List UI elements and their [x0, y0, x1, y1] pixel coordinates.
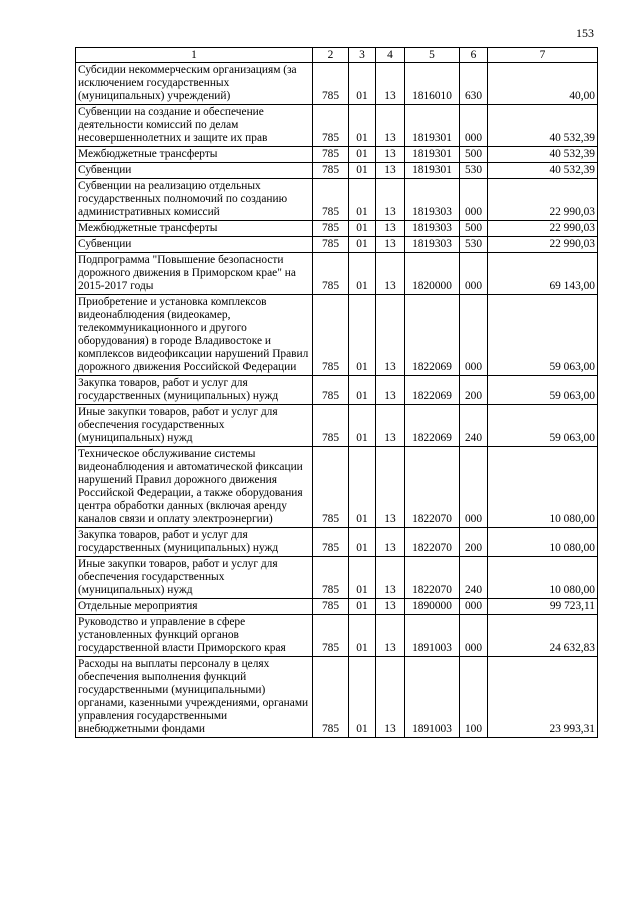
- row-amount-cell: 10 080,00: [488, 528, 598, 557]
- row-ministry-cell: 785: [313, 447, 349, 528]
- row-section-cell: 01: [349, 147, 376, 163]
- row-target-cell: 1822070: [405, 528, 460, 557]
- table-row: [76, 63, 598, 105]
- row-name-cell: Расходы на выплаты персоналу в целях обеспечения выполнения функций государственными (муниципальными) органами, казенными учреждениями, органами управления государственными внебюджетными фондами: [76, 657, 313, 738]
- header-cell: 2: [313, 48, 349, 63]
- row-amount-cell: 24 632,83: [488, 615, 598, 657]
- table-row: [76, 253, 598, 295]
- table-row: [76, 528, 598, 557]
- row-type-cell: 200: [460, 528, 488, 557]
- row-type-cell: 240: [460, 405, 488, 447]
- row-ministry-cell: 785: [313, 599, 349, 615]
- row-type-cell: 530: [460, 237, 488, 253]
- row-name-cell: Приобретение и установка комплексов видеонаблюдения (видеокамер, телекоммуникационного и другого оборудования) в городе Владивостоке и комплексов видеофиксации нарушений Правил дорожного движения Российской Федерации: [76, 295, 313, 376]
- row-amount-cell: 59 063,00: [488, 376, 598, 405]
- header-cell: 4: [376, 48, 405, 63]
- row-subsection-cell: 13: [376, 615, 405, 657]
- table-row: [76, 163, 598, 179]
- row-target-cell: 1822070: [405, 557, 460, 599]
- row-type-cell: 530: [460, 163, 488, 179]
- row-subsection-cell: 13: [376, 105, 405, 147]
- row-subsection-cell: 13: [376, 179, 405, 221]
- row-amount-cell: 40,00: [488, 63, 598, 105]
- table-row: [76, 657, 598, 738]
- row-type-cell: 000: [460, 253, 488, 295]
- row-subsection-cell: 13: [376, 253, 405, 295]
- row-name-cell: Субвенции на реализацию отдельных государственных полномочий по созданию административных комиссий: [76, 179, 313, 221]
- row-name-cell: Межбюджетные трансферты: [76, 221, 313, 237]
- row-subsection-cell: 13: [376, 447, 405, 528]
- row-ministry-cell: 785: [313, 253, 349, 295]
- row-amount-cell: 10 080,00: [488, 557, 598, 599]
- row-target-cell: 1822069: [405, 405, 460, 447]
- row-target-cell: 1890000: [405, 599, 460, 615]
- row-ministry-cell: 785: [313, 405, 349, 447]
- row-subsection-cell: 13: [376, 599, 405, 615]
- table-row: [76, 405, 598, 447]
- row-amount-cell: 59 063,00: [488, 405, 598, 447]
- row-amount-cell: 40 532,39: [488, 147, 598, 163]
- row-ministry-cell: 785: [313, 105, 349, 147]
- row-name-cell: Иные закупки товаров, работ и услуг для обеспечения государственных (муниципальных) нужд: [76, 557, 313, 599]
- row-ministry-cell: 785: [313, 557, 349, 599]
- row-name-cell: Субвенции: [76, 163, 313, 179]
- row-name-cell: Руководство и управление в сфере установленных функций органов государственной власти Приморского края: [76, 615, 313, 657]
- row-ministry-cell: 785: [313, 376, 349, 405]
- row-type-cell: 100: [460, 657, 488, 738]
- row-target-cell: 1822070: [405, 447, 460, 528]
- row-subsection-cell: 13: [376, 221, 405, 237]
- row-type-cell: 000: [460, 599, 488, 615]
- table-row: [76, 599, 598, 615]
- header-cell: 3: [349, 48, 376, 63]
- row-name-cell: Закупка товаров, работ и услуг для государственных (муниципальных) нужд: [76, 376, 313, 405]
- header-cell: 1: [76, 48, 313, 63]
- row-name-cell: Подпрограмма "Повышение безопасности дорожного движения в Приморском крае" на 2015-2017 годы: [76, 253, 313, 295]
- row-section-cell: 01: [349, 179, 376, 221]
- row-section-cell: 01: [349, 615, 376, 657]
- row-ministry-cell: 785: [313, 237, 349, 253]
- table-row: [76, 105, 598, 147]
- row-subsection-cell: 13: [376, 376, 405, 405]
- row-type-cell: 000: [460, 179, 488, 221]
- row-section-cell: 01: [349, 221, 376, 237]
- row-subsection-cell: 13: [376, 528, 405, 557]
- row-type-cell: 240: [460, 557, 488, 599]
- row-section-cell: 01: [349, 237, 376, 253]
- table-row: [76, 557, 598, 599]
- row-section-cell: 01: [349, 447, 376, 528]
- row-type-cell: 000: [460, 615, 488, 657]
- row-ministry-cell: 785: [313, 179, 349, 221]
- row-amount-cell: 69 143,00: [488, 253, 598, 295]
- row-target-cell: 1819303: [405, 179, 460, 221]
- row-section-cell: 01: [349, 105, 376, 147]
- row-section-cell: 01: [349, 405, 376, 447]
- row-target-cell: 1822069: [405, 376, 460, 405]
- row-section-cell: 01: [349, 63, 376, 105]
- row-name-cell: Межбюджетные трансферты: [76, 147, 313, 163]
- row-target-cell: 1819301: [405, 105, 460, 147]
- row-target-cell: 1819303: [405, 237, 460, 253]
- row-subsection-cell: 13: [376, 163, 405, 179]
- row-target-cell: 1819301: [405, 163, 460, 179]
- row-subsection-cell: 13: [376, 557, 405, 599]
- row-section-cell: 01: [349, 557, 376, 599]
- row-ministry-cell: 785: [313, 147, 349, 163]
- row-name-cell: Иные закупки товаров, работ и услуг для обеспечения государственных (муниципальных) нужд: [76, 405, 313, 447]
- table-body: [76, 63, 598, 738]
- table-row: [76, 147, 598, 163]
- table-row: [76, 376, 598, 405]
- row-name-cell: Субсидии некоммерческим организациям (за исключением государственных (муниципальных) учреждений): [76, 63, 313, 105]
- budget-table: [75, 47, 598, 738]
- row-amount-cell: 22 990,03: [488, 179, 598, 221]
- row-ministry-cell: 785: [313, 221, 349, 237]
- table-row: [76, 615, 598, 657]
- row-subsection-cell: 13: [376, 657, 405, 738]
- row-amount-cell: 59 063,00: [488, 295, 598, 376]
- table-row: [76, 221, 598, 237]
- row-name-cell: Субвенции на создание и обеспечение деятельности комиссий по делам несовершеннолетних и защите их прав: [76, 105, 313, 147]
- row-ministry-cell: 785: [313, 163, 349, 179]
- row-name-cell: Закупка товаров, работ и услуг для государственных (муниципальных) нужд: [76, 528, 313, 557]
- table-row: [76, 295, 598, 376]
- page-number: 153: [576, 26, 594, 40]
- row-subsection-cell: 13: [376, 295, 405, 376]
- row-subsection-cell: 13: [376, 63, 405, 105]
- row-type-cell: 000: [460, 105, 488, 147]
- row-name-cell: Техническое обслуживание системы видеонаблюдения и автоматической фиксации нарушений Правил дорожного движения Российской Федерации, а также оборудования центра обработки данных (включая аренду каналов связи и оплату электроэнергии): [76, 447, 313, 528]
- row-section-cell: 01: [349, 163, 376, 179]
- row-target-cell: 1820000: [405, 253, 460, 295]
- row-name-cell: Субвенции: [76, 237, 313, 253]
- row-amount-cell: 40 532,39: [488, 105, 598, 147]
- row-subsection-cell: 13: [376, 237, 405, 253]
- header-cell: 6: [460, 48, 488, 63]
- row-ministry-cell: 785: [313, 528, 349, 557]
- row-type-cell: 000: [460, 447, 488, 528]
- row-section-cell: 01: [349, 528, 376, 557]
- row-target-cell: 1819301: [405, 147, 460, 163]
- row-amount-cell: 10 080,00: [488, 447, 598, 528]
- row-name-cell: Отдельные мероприятия: [76, 599, 313, 615]
- table-row: [76, 237, 598, 253]
- row-type-cell: 630: [460, 63, 488, 105]
- header-cell: 7: [488, 48, 598, 63]
- row-section-cell: 01: [349, 657, 376, 738]
- row-type-cell: 500: [460, 147, 488, 163]
- row-target-cell: 1891003: [405, 657, 460, 738]
- row-target-cell: 1819303: [405, 221, 460, 237]
- row-type-cell: 500: [460, 221, 488, 237]
- row-amount-cell: 22 990,03: [488, 221, 598, 237]
- row-ministry-cell: 785: [313, 63, 349, 105]
- row-section-cell: 01: [349, 253, 376, 295]
- row-amount-cell: 40 532,39: [488, 163, 598, 179]
- table-row: [76, 447, 598, 528]
- row-ministry-cell: 785: [313, 295, 349, 376]
- row-amount-cell: 23 993,31: [488, 657, 598, 738]
- row-subsection-cell: 13: [376, 405, 405, 447]
- row-amount-cell: 99 723,11: [488, 599, 598, 615]
- row-type-cell: 000: [460, 295, 488, 376]
- row-target-cell: 1816010: [405, 63, 460, 105]
- row-section-cell: 01: [349, 376, 376, 405]
- row-subsection-cell: 13: [376, 147, 405, 163]
- row-target-cell: 1891003: [405, 615, 460, 657]
- header-cell: 5: [405, 48, 460, 63]
- row-ministry-cell: 785: [313, 615, 349, 657]
- row-section-cell: 01: [349, 295, 376, 376]
- header-row: [76, 48, 598, 63]
- row-section-cell: 01: [349, 599, 376, 615]
- row-amount-cell: 22 990,03: [488, 237, 598, 253]
- row-ministry-cell: 785: [313, 657, 349, 738]
- row-target-cell: 1822069: [405, 295, 460, 376]
- row-type-cell: 200: [460, 376, 488, 405]
- table-row: [76, 179, 598, 221]
